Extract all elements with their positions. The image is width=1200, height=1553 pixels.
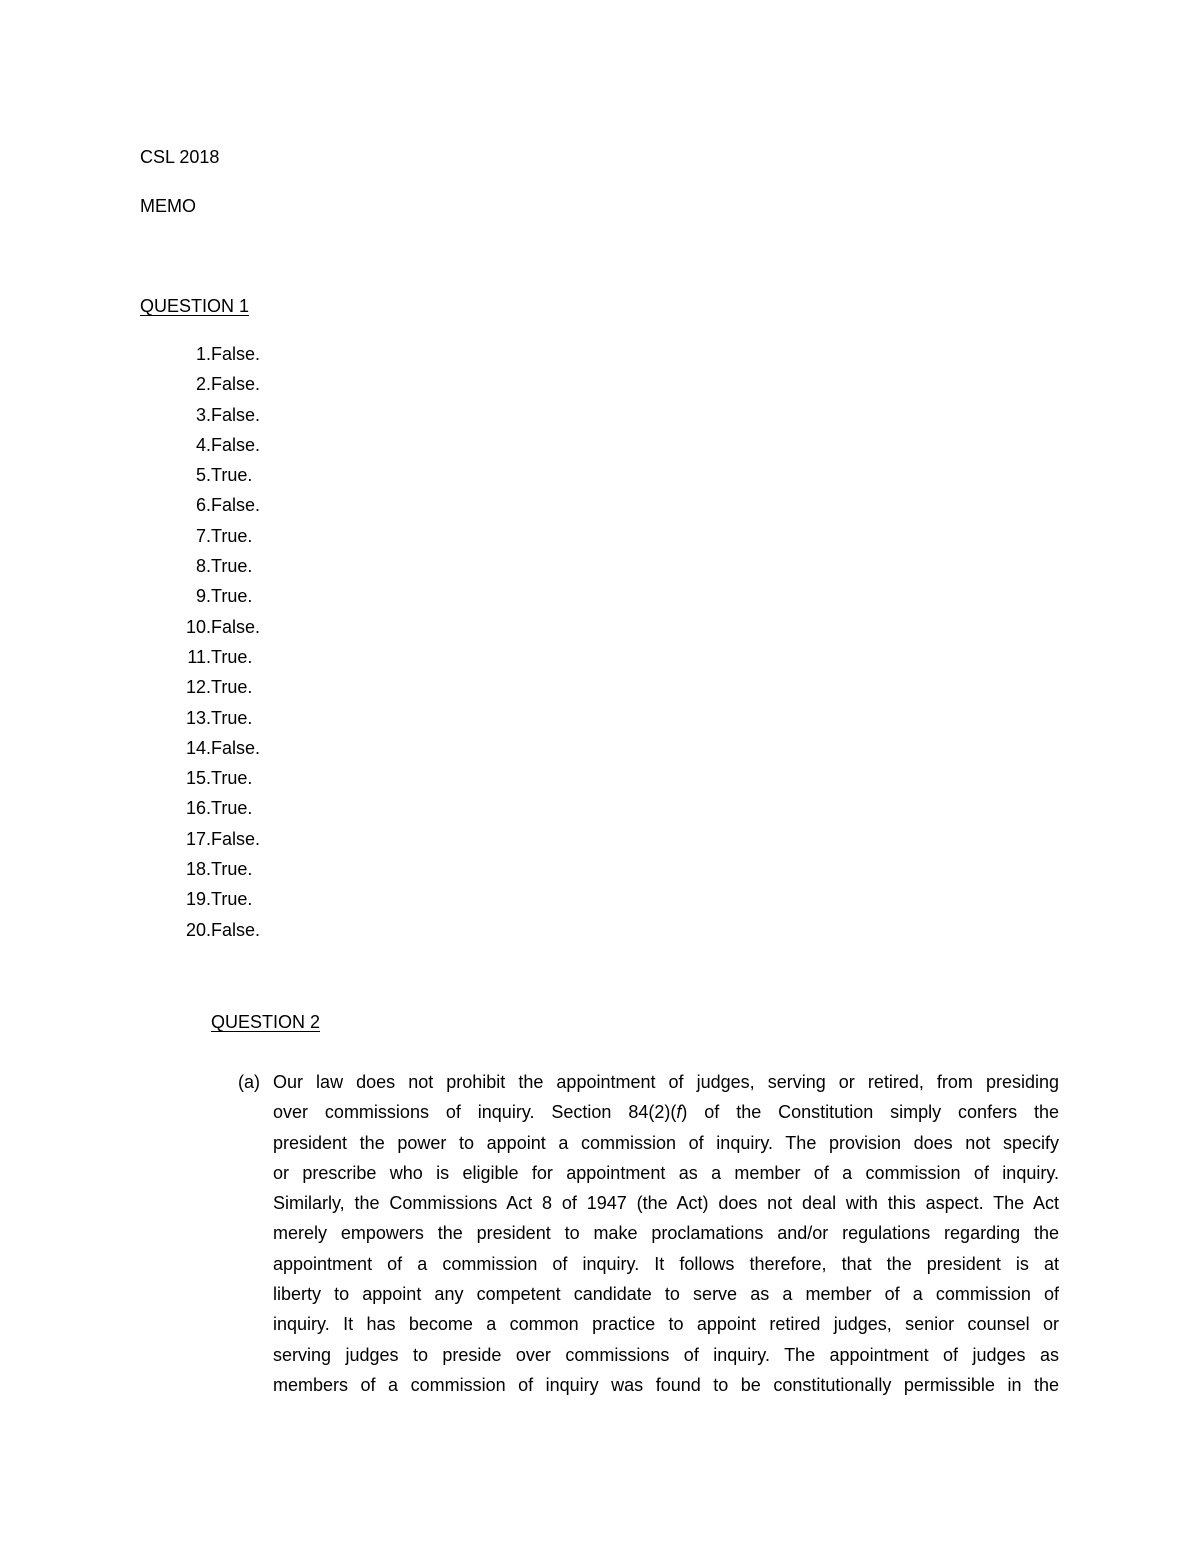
list-item	[168, 585, 253, 615]
paragraph-line: merely empowers the president to make proclamations and/or regulations regarding the	[273, 1223, 1059, 1244]
list-item-number: 3.	[195, 404, 211, 425]
list-item-number: 6.	[195, 495, 211, 516]
paragraph-line: appointment of a commission of inquiry. It follows therefore, that the president is at	[273, 1253, 1059, 1274]
list-item-number: 20.	[185, 919, 211, 940]
list-item-answer: True.	[211, 586, 253, 607]
list-item-answer: True.	[211, 556, 253, 577]
list-item-number: 9.	[195, 586, 211, 607]
paragraph-line: Our law does not prohibit the appointment of judges, serving or retired, from presiding	[273, 1072, 1059, 1092]
list-item-number: 8.	[195, 556, 211, 577]
list-item	[168, 616, 261, 646]
list-item	[168, 737, 261, 767]
list-item	[168, 646, 253, 676]
paragraph-line: members of a commission of inquiry was found to be constitutionally permissible in the	[273, 1374, 1059, 1395]
list-item-number: 16.	[185, 798, 211, 819]
question-2-heading: QUESTION 2	[211, 1012, 321, 1032]
list-item-number: 1.	[195, 344, 211, 364]
list-item	[168, 373, 261, 403]
question-2a-label: (a)	[238, 1072, 260, 1092]
list-item	[168, 919, 261, 949]
list-item-number: 5.	[195, 465, 211, 486]
list-item-answer: False.	[211, 737, 261, 758]
list-item-answer: True.	[211, 889, 253, 910]
list-item	[168, 555, 253, 585]
list-item-answer: False.	[211, 344, 261, 364]
list-item	[168, 434, 261, 464]
list-item	[168, 797, 253, 827]
list-item	[168, 464, 253, 494]
list-item-number: 18.	[185, 859, 211, 880]
list-item	[168, 828, 261, 858]
list-item-answer: False.	[211, 374, 261, 395]
list-item-answer: False.	[211, 434, 261, 455]
list-item-answer: True.	[211, 798, 253, 819]
list-item	[168, 888, 253, 918]
list-item-answer: True.	[211, 646, 253, 667]
list-item	[168, 525, 253, 555]
list-item	[168, 404, 261, 434]
list-item-number: 13.	[185, 707, 211, 728]
list-item-answer: False.	[211, 919, 261, 940]
paragraph-line: serving judges to preside over commissions of inquiry. The appointment of judges as	[273, 1344, 1059, 1365]
list-item-answer: True.	[211, 525, 253, 546]
list-item-answer: True.	[211, 859, 253, 880]
list-item-answer: True.	[211, 768, 253, 789]
list-item-answer: False.	[211, 404, 261, 425]
paragraph-line: president the power to appoint a commission of inquiry. The provision does not specify	[273, 1132, 1059, 1153]
question-2a-paragraph	[273, 1071, 1059, 1404]
list-item-number: 4.	[195, 434, 211, 455]
paragraph-line: or prescribe who is eligible for appointment as a member of a commission of inquiry.	[273, 1162, 1059, 1183]
list-item-number: 19.	[185, 889, 211, 910]
list-item-answer: True.	[211, 677, 253, 698]
list-item-answer: False.	[211, 828, 261, 849]
paragraph-line: Similarly, the Commissions Act 8 of 1947 (the Act) does not deal with this aspect. The Act	[273, 1193, 1059, 1214]
memo-title: MEMO	[140, 196, 196, 216]
list-item-number: 12.	[185, 677, 211, 698]
paragraph-line: liberty to appoint any competent candidate to serve as a member of a commission of	[273, 1284, 1059, 1305]
list-item	[168, 676, 253, 706]
list-item-answer: True.	[211, 707, 253, 728]
question-1-heading: QUESTION 1	[140, 296, 250, 316]
list-item-number: 7.	[195, 525, 211, 546]
list-item-number: 11.	[187, 646, 211, 667]
list-item-number: 17.	[185, 828, 211, 849]
list-item-answer: False.	[211, 616, 261, 637]
list-item	[168, 707, 253, 737]
list-item	[168, 343, 261, 373]
question-1-answer-list	[168, 343, 261, 949]
list-item-number: 2.	[195, 374, 211, 395]
course-code: CSL 2018	[140, 147, 220, 167]
list-item	[168, 767, 253, 797]
paragraph-line: inquiry. It has become a common practice to appoint retired judges, senior counsel or	[273, 1314, 1059, 1335]
list-item-number: 14.	[185, 737, 211, 758]
list-item-answer: True.	[211, 465, 253, 486]
list-item	[168, 494, 261, 524]
paragraph-line: over commissions of inquiry. Section 84(2)(f) of the Constitution simply confers the	[273, 1102, 1060, 1123]
list-item-answer: False.	[211, 495, 261, 516]
list-item-number: 10.	[185, 616, 211, 637]
list-item	[168, 858, 253, 888]
list-item-number: 15.	[185, 768, 211, 789]
